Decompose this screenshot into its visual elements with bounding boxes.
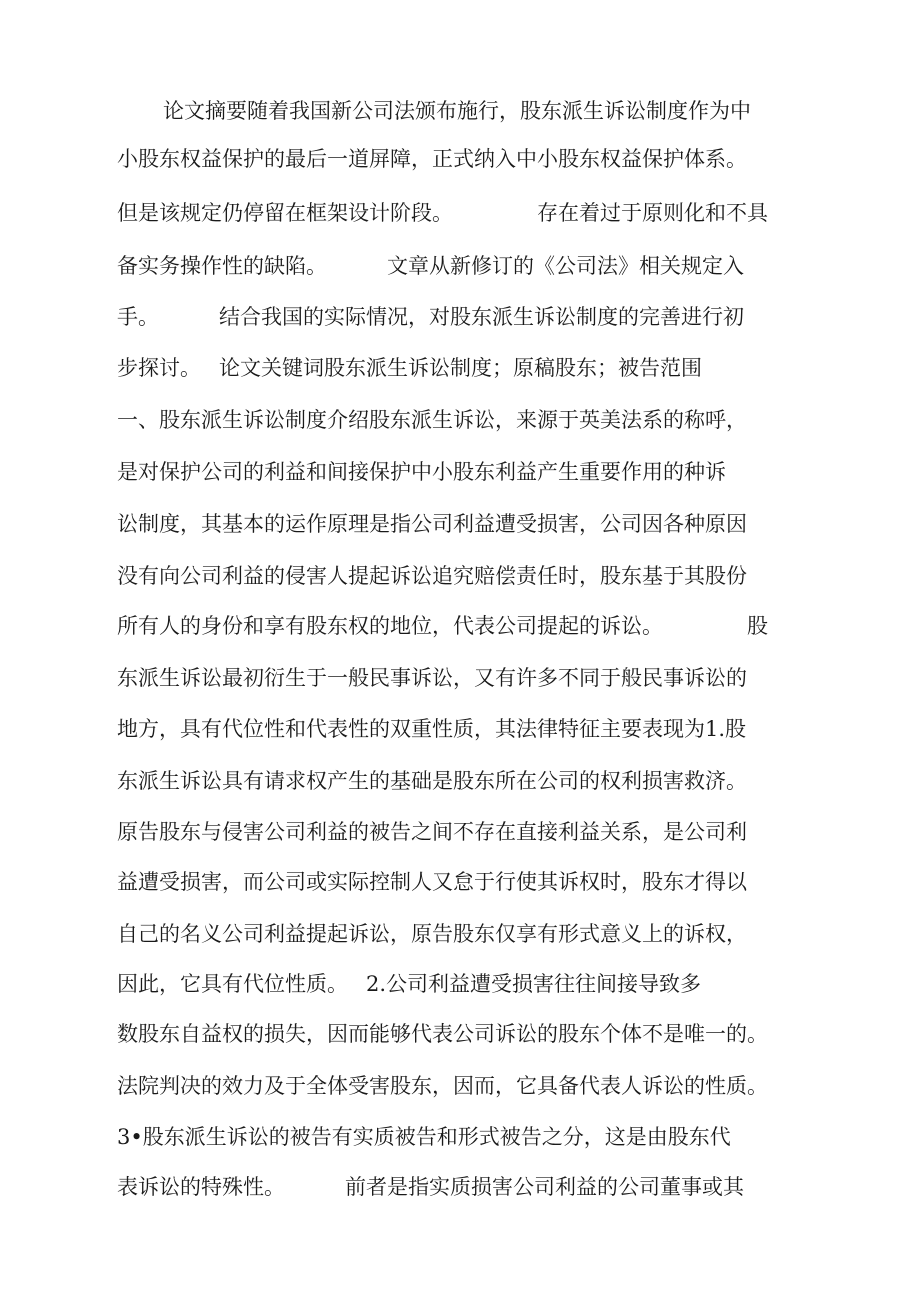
- text-line: 东派生诉讼最初衍生于一般民事诉讼，又有许多不同于般民事诉讼的: [117, 666, 747, 690]
- text-line: 备实务操作性的缺陷。 文章从新修订的《公司法》相关规定入: [117, 254, 744, 278]
- text-line: 数股东自益权的损失，因而能够代表公司诉讼的股东个体不是唯一的。: [117, 1022, 768, 1046]
- text-line: 3•股东派生诉讼的被告有实质被告和形式被告之分，这是由股东代: [117, 1125, 731, 1149]
- text-line: 手。 结合我国的实际情况，对股东派生诉讼制度的完善进行初: [117, 305, 744, 329]
- text-line: 益遭受损害，而公司或实际控制人又怠于行使其诉权时，股东才得以: [117, 870, 747, 894]
- text-line: 没有向公司利益的侵害人提起诉讼追究赔偿责任时，股东基于其股份: [117, 564, 747, 588]
- text-line: 自己的名义公司利益提起诉讼，原告股东仅享有形式意义上的诉权，: [117, 922, 747, 946]
- text-line: 一、股东派生诉讼制度介绍股东派生诉讼，来源于英美法系的称呼，: [117, 408, 747, 432]
- text-line: 表诉讼的特殊性。 前者是指实质损害公司利益的公司董事或其: [117, 1175, 744, 1199]
- text-line: 是对保护公司的利益和间接保护中小股东利益产生重要作用的种诉: [117, 460, 726, 484]
- text-line: 东派生诉讼具有请求权产生的基础是股东所在公司的权利损害救济。: [117, 769, 747, 793]
- text-line: 因此，它具有代位性质。 2.公司利益遭受损害往往间接导致多: [117, 972, 702, 996]
- text-line: 法院判决的效力及于全体受害股东，因而，它具备代表人诉讼的性质。: [117, 1074, 768, 1098]
- text-line: 讼制度，其基本的运作原理是指公司利益遭受损害，公司因各种原因: [117, 512, 747, 536]
- text-line: 所有人的身份和享有股东权的地位，代表公司提起的诉讼。 股: [117, 614, 768, 638]
- text-line: 小股东权益保护的最后一道屏障，正式纳入中小股东权益保护体系。: [117, 147, 747, 171]
- text-line: 原告股东与侵害公司利益的被告之间不存在直接利益关系，是公司利: [117, 820, 747, 844]
- text-line: 步探讨。 论文关键词股东派生诉讼制度；原稿股东；被告范围: [117, 356, 702, 380]
- text-line: 论文摘要随着我国新公司法颁布施行，股东派生诉讼制度作为中: [163, 99, 751, 123]
- text-line: 地方，具有代位性和代表性的双重性质，其法律特征主要表现为1.股: [117, 717, 747, 741]
- text-line: 但是该规定仍停留在框架设计阶段。 存在着过于原则化和不具: [117, 201, 768, 225]
